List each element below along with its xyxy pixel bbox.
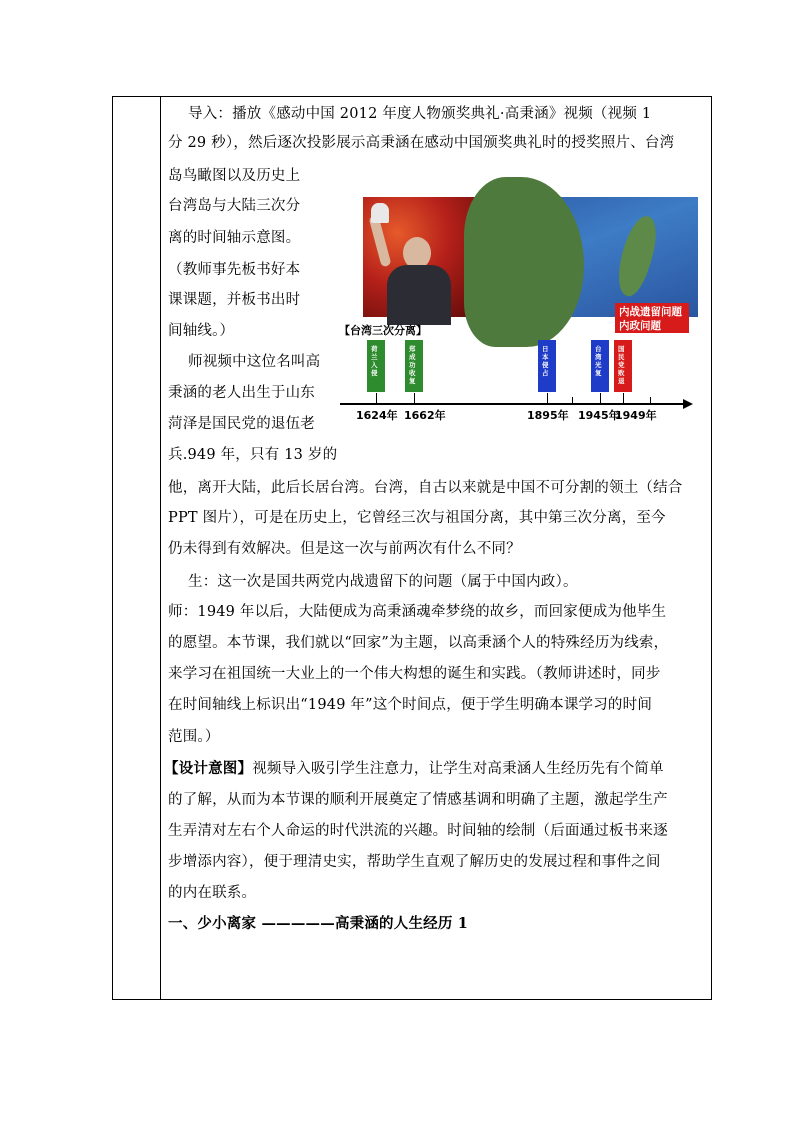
label-column [113,97,161,999]
timeline-flag-2 [405,340,423,392]
design-intent-text: 视频导入吸引学生注意力，让学生对高秉涵人生经历先有个简单 [252,761,664,777]
text-line-17: 师：1949 年以后，大陆便成为高秉涵魂牵梦绕的故乡，而回家便成为他毕生 [168,604,667,620]
timeline-title: 【台湾三次分离】 [339,324,427,337]
design-intent-heading: 【设计意图】 [164,760,253,777]
text-line-10: 秉涵的老人出生于山东 [168,385,315,401]
timeline-arrow-icon [683,399,693,409]
text-line-6: （教师事先板书好本 [168,262,301,278]
text-line-13: 他，离开大陆，此后长居台湾。台湾，自古以来就是中国不可分割的领土（结合 [168,480,683,496]
timeline-year-5: 1949年 [615,409,657,422]
text-line-23: 的了解，从而为本节课的顺利开展奠定了情感基调和明确了主题，激起学生产 [168,792,668,808]
text-line-22 [164,759,664,779]
timeline-year-3: 1895年 [527,409,569,422]
timeline-tick [650,397,651,403]
text-line-16: 生：这一次是国共两党内战遗留下的问题（属于中国内政）。 [188,574,578,590]
text-line-21: 范围。） [168,729,220,745]
timeline-flag-text-1: 荷兰入侵 [371,345,378,377]
map-label-box [615,303,689,333]
timeline-flag-text-4: 台湾光复 [595,345,602,377]
timeline-flag-text-2: 郑成功收复 [409,345,416,385]
text-line-19: 来学习在祖国统一大业上的一个伟大构想的诞生和实践。（教师讲述时，同步 [168,666,661,682]
map-label-2: 内政问题 [619,320,661,332]
timeline-flag-text-3: 日本侵占 [542,345,549,377]
timeline-year-1: 1624年 [356,409,398,422]
timeline-tick [547,397,548,403]
person-body [387,265,451,325]
timeline-year-4: 1945年 [578,409,620,422]
section-heading: 一、少小离家 —————高秉涵的人生经历 1 [168,915,469,932]
text-line-1: 导入：播放《感动中国 2012 年度人物颁奖典礼·高秉涵》视频（视频 1 [188,106,652,122]
text-line-8: 间轴线。） [168,323,235,339]
award-photo [363,197,477,317]
timeline-tick [414,397,415,403]
timeline-tick [623,397,624,403]
trophy-icon [371,203,389,223]
text-line-4: 台湾岛与大陆三次分 [168,198,301,214]
timeline-tick [572,397,573,403]
map-label-1: 内战遗留问题 [619,306,682,318]
text-line-11: 菏泽是国民党的退伍老 [168,416,315,432]
text-line-12: 兵.949 年，只有 13 岁的 [168,447,338,463]
text-line-14: PPT 图片），可是在历史上，它曾经三次与祖国分离，其中第三次分离，至今 [168,510,666,526]
taiwan-island-shape [610,212,664,299]
timeline-flag-4 [591,340,609,392]
text-line-2: 分 29 秒），然后逐次投影展示高秉涵在感动中国颁奖典礼时的授奖照片、台湾 [168,135,675,151]
timeline-flag-text-5: 国民党败退 [618,345,625,385]
text-line-18: 的愿望。本节课，我们就以“回家”为主题，以高秉涵个人的特殊经历为线索， [168,635,669,651]
text-line-15: 仍未得到有效解决。但是这一次与前两次有什么不同？ [168,541,521,557]
text-line-20: 在时间轴线上标识出“1949 年”这个时间点，便于学生明确本课学习的时间 [168,697,653,713]
timeline-flag-3 [538,340,556,392]
text-line-5: 离的时间轴示意图。 [168,230,301,246]
text-line-3: 岛鸟瞰图以及历史上 [168,168,301,184]
timeline-tick [600,397,601,403]
text-line-9: 师视频中这位名叫高 [188,354,321,370]
timeline-flag-1 [367,340,385,392]
timeline-tick [376,397,377,403]
text-line-25: 步增添内容），便于理清史实，帮助学生直观了解历史的发展过程和事件之间 [168,854,661,870]
mainland-shape [464,177,584,347]
text-line-7: 课课题，并板书出时 [168,292,301,308]
text-line-24: 生弄清对左右个人命运的时代洪流的兴趣。时间轴的绘制（后面通过板书来逐 [168,823,668,839]
timeline-flag-5 [614,340,632,392]
taiwan-map [494,197,698,332]
timeline-year-2: 1662年 [404,409,446,422]
timeline-axis [340,403,684,405]
text-line-26: 的内在联系。 [168,885,257,901]
